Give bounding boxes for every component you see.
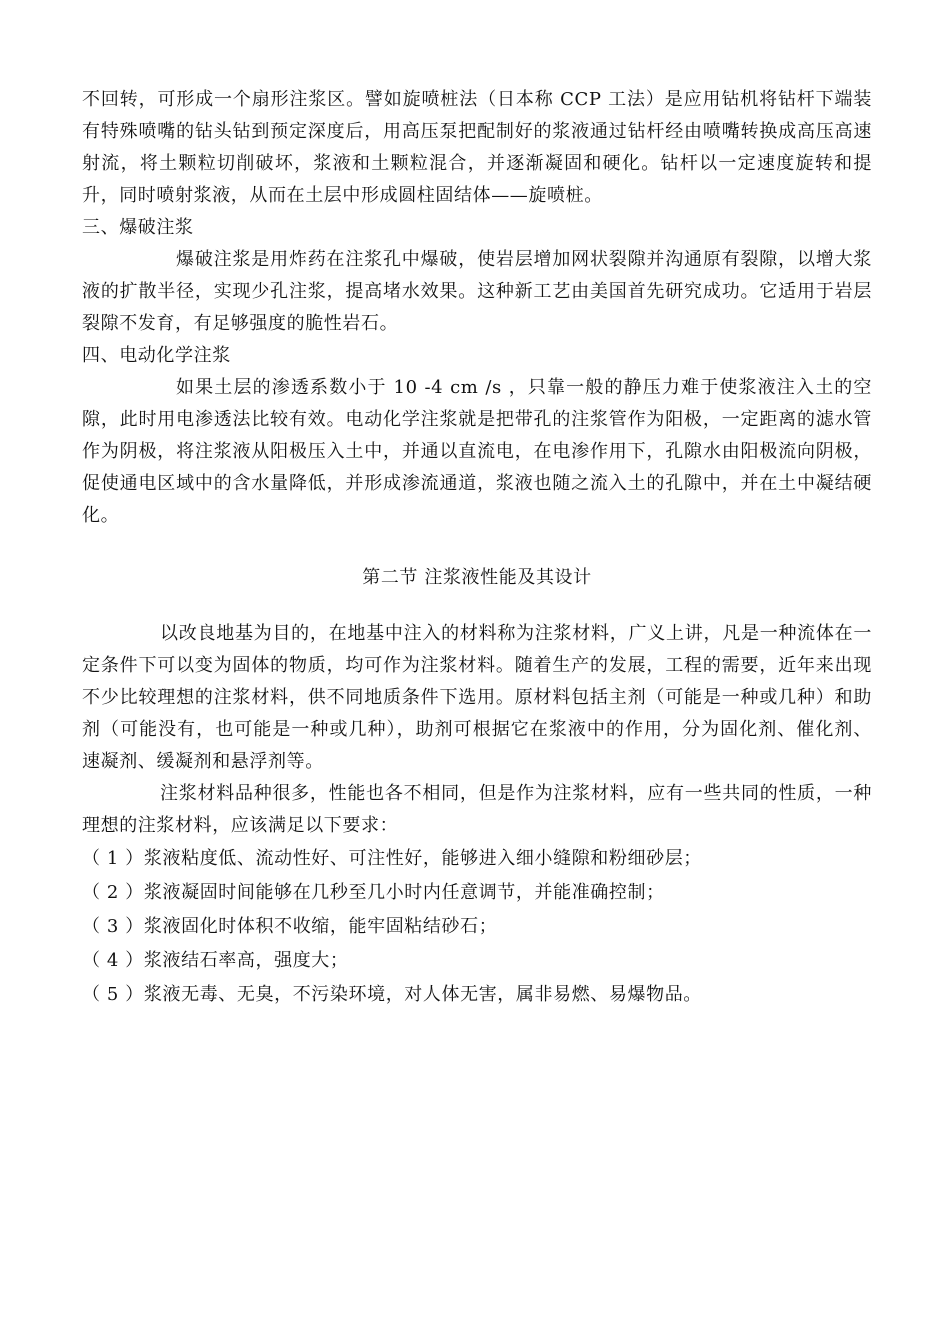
requirements-list [82, 842, 872, 1012]
paragraph-electrochemical-grouting: 如果土层的渗透系数小于 10 -4 cm /s ，只靠一般的静压力难于使浆液注入土的空隙，此时用电渗透法比较有效。电动化学注浆就是把带孔的注浆管作为阳极，一定距离的滤水管作为阴极，将注浆液从阳极压入土中，并通以直流电，在电渗作用下，孔隙水由阳极流向阴极，促使通电区域中的含水量降低，并形成渗流通道，浆液也随之流入土的孔隙中，并在土中凝结硬化。 [82, 377, 872, 526]
paragraph-grouting-materials: 以改良地基为目的，在地基中注入的材料称为注浆材料，广义上讲，凡是一种流体在一定条件下可以变为固体的物质，均可作为注浆材料。随着生产的发展，工程的需要，近年来出现不少比较理想的注浆材料，供不同地质条件下选用。原材料包括主剂（可能是一种或几种）和助剂（可能没有，也可能是一种或几种），助剂可根据它在浆液中的作用，分为固化剂、催化剂、速凝剂、缓凝剂和悬浮剂等。 [82, 623, 872, 772]
heading-blast-grouting: 三、爆破注浆 [82, 217, 194, 238]
list-item: （ 4 ）浆液结石率高，强度大； [82, 950, 349, 971]
spacer [82, 594, 872, 618]
spacer [82, 532, 872, 562]
section-title: 第二节 注浆液性能及其设计 [362, 567, 592, 588]
document-page [82, 84, 872, 1012]
list-item: （ 1 ）浆液粘度低、流动性好、可注性好，能够进入细小缝隙和粉细砂层； [82, 848, 702, 869]
paragraph-material-requirements: 注浆材料品种很多，性能也各不相同，但是作为注浆材料，应有一些共同的性质，一种理想的注浆材料，应该满足以下要求： [82, 783, 872, 836]
list-item: （ 2 ）浆液凝固时间能够在几秒至几小时内任意调节，并能准确控制； [82, 882, 665, 903]
paragraph-jet-grouting: 不回转，可形成一个扇形注浆区。譬如旋喷桩法（日本称 CCP 工法）是应用钻机将钻杆下端装有特殊喷嘴的钻头钻到预定深度后，用高压泵把配制好的浆液通过钻杆经由喷嘴转换成高压高速射流，将土颗粒切削破坏，浆液和土颗粒混合，并逐渐凝固和硬化。钻杆以一定速度旋转和提升，同时喷射浆液，从而在土层中形成圆柱固结体——旋喷桩。 [82, 89, 872, 206]
paragraph-blast-grouting: 爆破注浆是用炸药在注浆孔中爆破，使岩层增加网状裂隙并沟通原有裂隙，以增大浆液的扩散半径，实现少孔注浆，提高堵水效果。这种新工艺由美国首先研究成功。它适用于岩层裂隙不发育，有足够强度的脆性岩石。 [82, 249, 872, 334]
list-item: （ 3 ）浆液固化时体积不收缩，能牢固粘结砂石； [82, 916, 498, 937]
list-item: （ 5 ）浆液无毒、无臭，不污染环境，对人体无害，属非易燃、易爆物品。 [82, 984, 702, 1005]
heading-electrochemical-grouting: 四、电动化学注浆 [82, 345, 231, 366]
